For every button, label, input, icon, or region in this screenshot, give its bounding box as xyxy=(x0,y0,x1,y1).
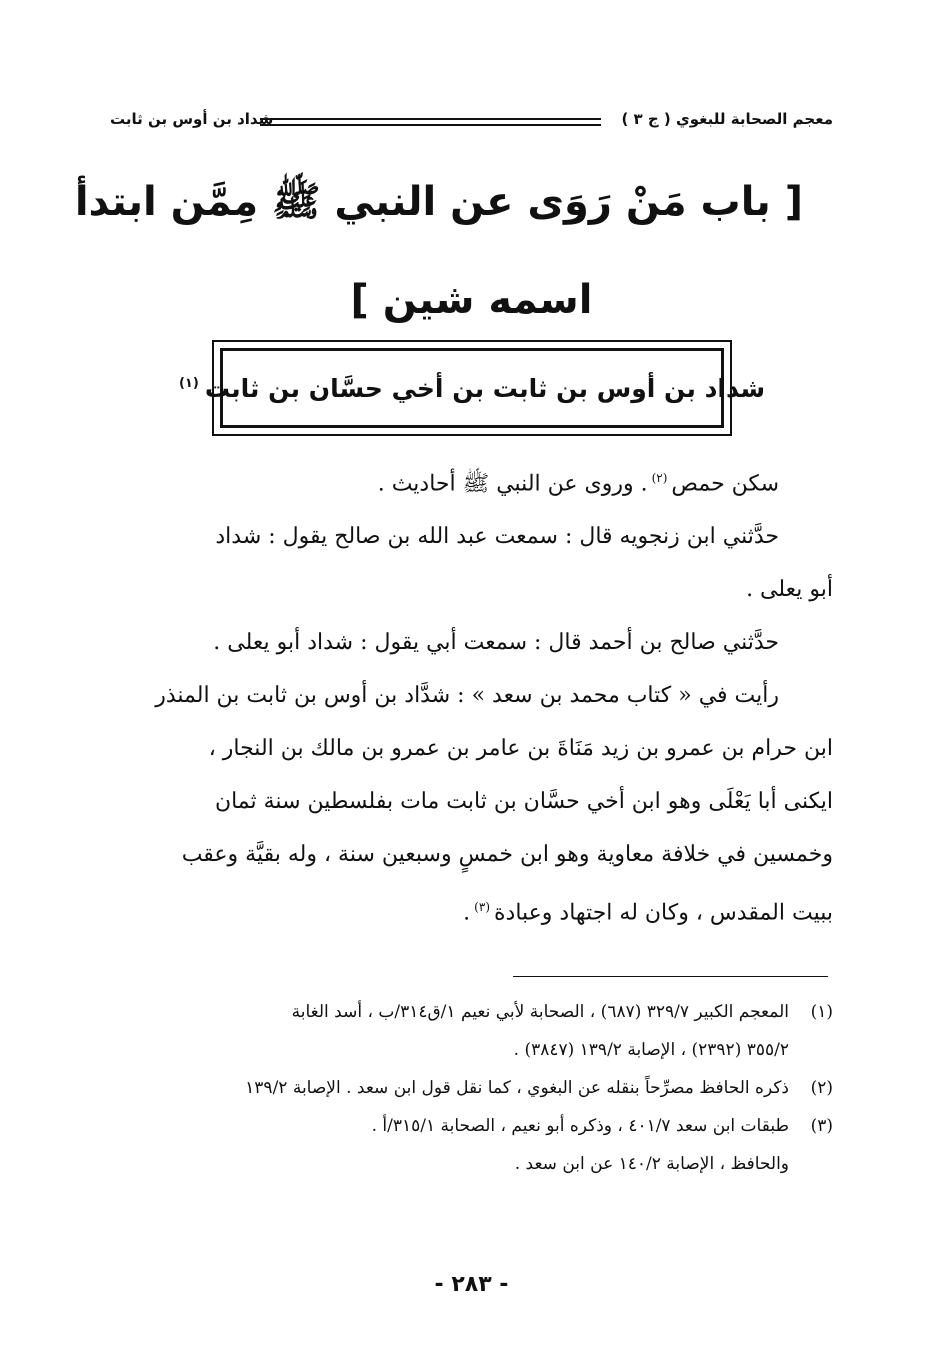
footnote-text: طبقات ابن سعد ٤٠١/٧ ، وذكره أبو نعيم ، الصحابة ٣١٥/١/أ . xyxy=(371,1116,789,1136)
running-header xyxy=(110,106,833,136)
footnote-item xyxy=(110,993,833,1031)
entry-title xyxy=(179,374,765,403)
footnote-number: (٢) xyxy=(810,1078,833,1098)
body-line xyxy=(110,881,833,939)
body-line-text-after: . xyxy=(463,900,471,926)
entry-title-text: شداد بن أوس بن ثابت بن أخي حسَّان بن ثابت xyxy=(204,373,766,403)
body-line xyxy=(110,452,833,510)
footnote-item xyxy=(110,1107,833,1145)
footnote-number: (١) xyxy=(810,1002,833,1022)
body-text xyxy=(110,452,833,940)
body-line: حدَّثني ابن زنجويه قال : سمعت عبد الله بن صالح يقول : شداد xyxy=(215,524,779,550)
body-line: ايكنى أبا يَعْلَى وهو ابن أخي حسَّان بن ثابت مات بفلسطين سنة ثمان xyxy=(214,789,833,815)
footnote-continuation: والحافظ ، الإصابة ١٤٠/٢ عن ابن سعد . xyxy=(514,1154,789,1174)
footnote-ref: (٢) xyxy=(651,471,668,485)
footnote-separator xyxy=(513,976,828,977)
body-line-text-after: . وروى عن النبي ﷺ أحاديث . xyxy=(377,471,648,497)
page-number: - ٢٨٣ - xyxy=(434,1272,509,1297)
footnote-ref: (٣) xyxy=(474,900,490,915)
body-line-text: ببيت المقدس ، وكان له اجتهاد وعبادة xyxy=(494,900,833,926)
entry-title-frame xyxy=(178,340,766,436)
footnote-continuation: ٣٥٥/٢ (٢٣٩٢) ، الإصابة ١٣٩/٢ (٣٨٤٧) . xyxy=(513,1040,789,1060)
body-line: حدَّثني صالح بن أحمد قال : سمعت أبي يقول : شداد أبو يعلى . xyxy=(213,630,779,656)
header-rule xyxy=(260,118,601,126)
body-line: ابن حرام بن عمرو بن زيد مَنَاةَ بن عامر بن عمرو بن مالك بن النجار ، xyxy=(208,736,833,762)
footnotes xyxy=(110,993,833,1183)
chapter-title-line1: [ باب مَنْ رَوَى عن النبي ﷺ مِمَّن ابتدأ xyxy=(74,179,803,225)
entry-title-footnote-ref: (١) xyxy=(178,376,199,392)
body-line-text: سكن حمص xyxy=(671,471,779,497)
body-line: وخمسين في خلافة معاوية وهو ابن خمسٍ وسبعين سنة ، وله بقيَّة وعقب xyxy=(181,842,833,868)
footnote-text: المعجم الكبير ٣٢٩/٧ (٦٨٧) ، الصحابة لأبي نعيم ١/ق٣١٤/ب ، أسد الغابة xyxy=(291,1002,789,1022)
header-book-title: معجم الصحابة للبغوي ( ج ٣ ) xyxy=(621,110,833,128)
footnote-text: ذكره الحافظ مصرِّحاً بنقله عن البغوي ، كما نقل قول ابن سعد . الإصابة ١٣٩/٢ xyxy=(245,1078,789,1098)
chapter-title-line2: اسمه شين ] xyxy=(350,277,593,323)
footnote-item xyxy=(110,1069,833,1107)
footnote-number: (٣) xyxy=(810,1116,833,1136)
header-entry-name: شداد بن أوس بن ثابت xyxy=(110,110,274,128)
body-line: رأيت في « كتاب محمد بن سعد » : شدَّاد بن أوس بن ثابت بن المنذر xyxy=(155,683,779,709)
body-line: أبو يعلى . xyxy=(746,577,833,603)
entry-title-inner-frame xyxy=(178,348,766,428)
